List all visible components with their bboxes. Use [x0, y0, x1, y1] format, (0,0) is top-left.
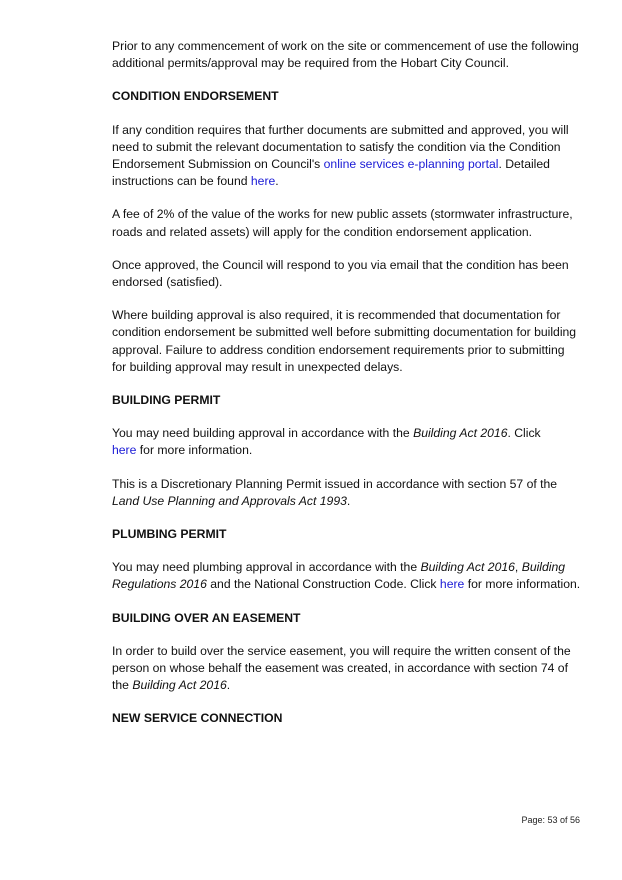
page-number: Page: 53 of 56: [521, 815, 580, 825]
easement-paragraph: In order to build over the service easement, you will require the written consent of the person on whose behalf the easement was created, in accordance with section 74 of the Building Act 2016.: [112, 643, 571, 693]
heading-condition-endorsement: CONDITION ENDORSEMENT: [112, 89, 279, 104]
document-page: [112, 38, 582, 744]
condition-endorsement-paragraph-3: Once approved, the Council will respond to you via email that the condition has been endorsed (satisfied).: [112, 257, 569, 290]
heading-plumbing-permit: PLUMBING PERMIT: [112, 527, 227, 542]
heading-building-permit: BUILDING PERMIT: [112, 393, 221, 408]
building-permit-paragraph-1: You may need building approval in accordance with the Building Act 2016. Click here for more information.: [112, 426, 541, 458]
condition-endorsement-paragraph-2: A fee of 2% of the value of the works for new public assets (stormwater infrastructure, roads and related assets) will apply for the condition endorsement application.: [112, 207, 573, 239]
e-planning-portal-link[interactable]: online services e-planning portal: [323, 157, 499, 172]
plumbing-permit-paragraph: You may need plumbing approval in accordance with the Building Act 2016, Building Regulations 2016 and the National Construction Code. Click here for more information.: [112, 560, 581, 592]
intro-paragraph: Prior to any commencement of work on the site or commencement of use the following additional permits/approval may be required from the Hobart City Council.: [112, 39, 579, 71]
plumbing-permit-here-link[interactable]: here: [439, 577, 465, 592]
building-permit-here-link[interactable]: here: [112, 443, 137, 458]
heading-building-over-easement: BUILDING OVER AN EASEMENT: [112, 610, 301, 625]
building-permit-paragraph-2: This is a Discretionary Planning Permit issued in accordance with section 57 of the Land Use Planning and Approvals Act 1993.: [112, 476, 558, 508]
instructions-here-link[interactable]: here: [250, 174, 276, 189]
heading-new-service-connection: NEW SERVICE CONNECTION: [112, 711, 283, 726]
condition-endorsement-paragraph-4: Where building approval is also required, it is recommended that documentation for condition endorsement be submitted well before submitting documentation for building approval. Failure to address condition endorsement requirements prior to submitting for building approval may result in unexpected delays.: [112, 308, 577, 374]
condition-endorsement-paragraph-1: If any condition requires that further documents are submitted and approved, you will need to submit the relevant documentation to satisfy the condition via the Condition Endorsement Submission on Council's online services e-planning portal. Detailed instructions can be found here.: [112, 122, 569, 189]
